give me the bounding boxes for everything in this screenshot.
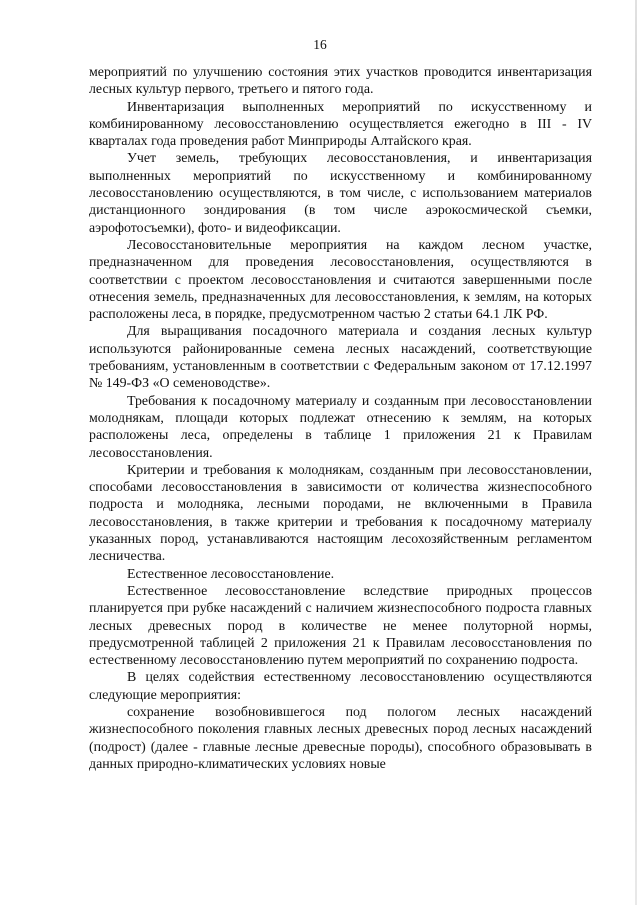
paragraph: Критерии и требования к молоднякам, созданным при лесовосстановлении, способами лесовосстановления в зависимости от количества жизнеспособного подроста и молодняка, лесными породами, не включенными в Правила лесовосстановления, в также критерии и требования к посадочному материалу указанных пород, устанавливаются настоящим лесохозяйственным регламентом лесничества.	[89, 462, 592, 565]
paragraph: Естественное лесовосстановление вследствие природных процессов планируется при рубке насаждений с наличием жизнеспособного подроста главных лесных древесных пород в количестве не менее полуторной нормы, предусмотренной таблицей 2 приложения 21 к Правилам лесовосстановления по естественному лесовосстановлению путем мероприятий по сохранению подроста.	[89, 583, 592, 669]
scan-edge-shadow	[635, 0, 637, 905]
paragraph: Естественное лесовосстановление.	[127, 566, 335, 582]
page-number: 16	[313, 37, 327, 52]
paragraph: Инвентаризация выполненных мероприятий по искусственному и комбинированному лесовосстановлению осуществляется ежегодно в III - IV кварталах года проведения работ Минприроды Алтайского края.	[89, 99, 592, 150]
paragraph: сохранение возобновившегося под пологом лесных насаждений жизнеспособного поколения главных лесных древесных пород лесных насаждений (подрост) (далее - главные лесные древесные породы), способного образовывать в данных природно-климатических условиях новые	[89, 704, 592, 772]
paragraph: Учет земель, требующих лесовосстановления, и инвентаризация выполненных мероприятий по искусственному и комбинированному лесовосстановлению осуществляются, в том числе, с использованием материалов дистанционного зондирования (в том числе аэрокосмической съемки, аэрофотосъемки), фото- и видеофиксации.	[89, 151, 592, 236]
paragraph: Лесовосстановительные мероприятия на каждом лесном участке, предназначенном для проведения лесовосстановления, осуществляются в соответствии с проектом лесовосстановления и считаются завершенными после отнесения земель, предназначенных для лесовосстановления, к землям, на которых расположены леса, в порядке, предусмотренном частью 2 статьи 64.1 ЛК РФ.	[89, 237, 592, 323]
paragraph: Требования к посадочному материалу и созданным при лесовосстановлении молоднякам, площади которых подлежат отнесению к землям, на которых расположены леса, определены в таблице 1 приложения 21 к Правилам лесовосстановления.	[89, 393, 592, 461]
body-text	[89, 64, 592, 773]
paragraph: Для выращивания посадочного материала и создания лесных культур используются районированные семена лесных насаждений, соответствующие требованиям, установленным в соответствии с Федеральным законом от 17.12.1997 № 149-ФЗ «О семеноводстве».	[89, 324, 592, 392]
paragraph: В целях содействия естественному лесовосстановлению осуществляются следующие мероприятия:	[89, 670, 592, 703]
paragraph: мероприятий по улучшению состояния этих участков проводится инвентаризация лесных культур первого, третьего и пятого года.	[89, 65, 592, 98]
